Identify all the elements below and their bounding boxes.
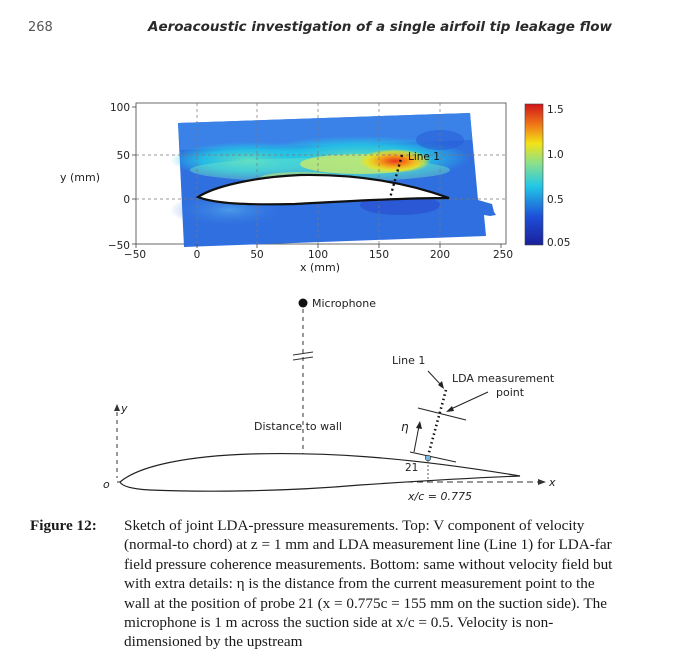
y-arrow-icon — [114, 404, 120, 411]
eta-arrow — [414, 426, 419, 452]
y-tick-label: 100 — [109, 102, 130, 114]
y-axis-label: y (mm) — [60, 171, 101, 184]
x-axis-label-sketch: x — [549, 476, 556, 489]
probe-tick — [410, 452, 456, 462]
airfoil-sketch — [120, 454, 520, 492]
eta-label: η — [401, 420, 409, 434]
line-label-top: Line 1 — [408, 151, 440, 163]
colorbar-tick: 1.5 — [547, 104, 564, 116]
x-tick-label: 50 — [250, 249, 264, 261]
line-label-sketch: Line 1 — [392, 354, 426, 367]
measurement-sketch — [103, 297, 556, 503]
lda-label-arrow — [451, 392, 488, 409]
y-tick-label: 50 — [116, 150, 130, 162]
line-label-arrow — [428, 371, 441, 385]
x-tick-label: 200 — [429, 249, 451, 261]
x-tick-label: 0 — [193, 249, 201, 261]
colorbar-tick: 0.05 — [547, 237, 571, 249]
microphone-label: Microphone — [312, 297, 377, 310]
colorbar-tick: 1.0 — [547, 149, 564, 161]
lda-arrow-icon — [446, 406, 454, 412]
caption-label: Figure 12: — [30, 517, 97, 534]
eta-arrow-icon — [416, 421, 422, 429]
running-title: Aeroacoustic investigation of a single airfoil tip leakage flow — [148, 19, 612, 35]
velocity-contour-plot — [60, 102, 570, 274]
caption-text: Sketch of joint LDA-pressure measurements. Top: V component of velocity (normal-to chord) at z = 1 mm and LDA measurement line (Line 1) for LDA-far field pressure coherence measurements. Bottom: same without velocity field but with extra details: η is the distance from the current measurement point to the wall at the position of probe 21 (x = 0.775c = 155 mm on the suction side). The microphone is 1 m across the suction side at x/c = 0.5. Velocity is non-dimensioned by the upstream — [124, 517, 613, 651]
microphone-icon — [299, 299, 308, 308]
x-tick-label: 100 — [307, 249, 329, 261]
y-axis-label-sketch: y — [121, 402, 128, 415]
y-tick-label: −50 — [107, 240, 130, 252]
x-tick-label: 250 — [492, 249, 514, 261]
x-tick-label: 150 — [368, 249, 390, 261]
lda-line-sketch — [428, 390, 446, 456]
x-axis-label: x (mm) — [299, 261, 341, 274]
distance-label: Distance to wall — [254, 420, 342, 433]
colorbar — [525, 104, 543, 245]
x-arrow-icon — [538, 479, 546, 485]
origin-label: o — [103, 478, 110, 491]
lda-point-tick — [418, 408, 466, 420]
xc-label: x/c = 0.775 — [408, 490, 472, 503]
x-tick-label: −50 — [123, 249, 147, 261]
colorbar-tick: 0.5 — [547, 194, 564, 206]
probe-label: 21 — [405, 462, 419, 474]
page-number: 268 — [28, 20, 53, 35]
lda-label-line2: point — [496, 386, 525, 399]
y-tick-label: 0 — [123, 194, 130, 206]
lda-label-line1: LDA measurement — [452, 372, 555, 385]
probe-21-marker — [425, 455, 431, 461]
